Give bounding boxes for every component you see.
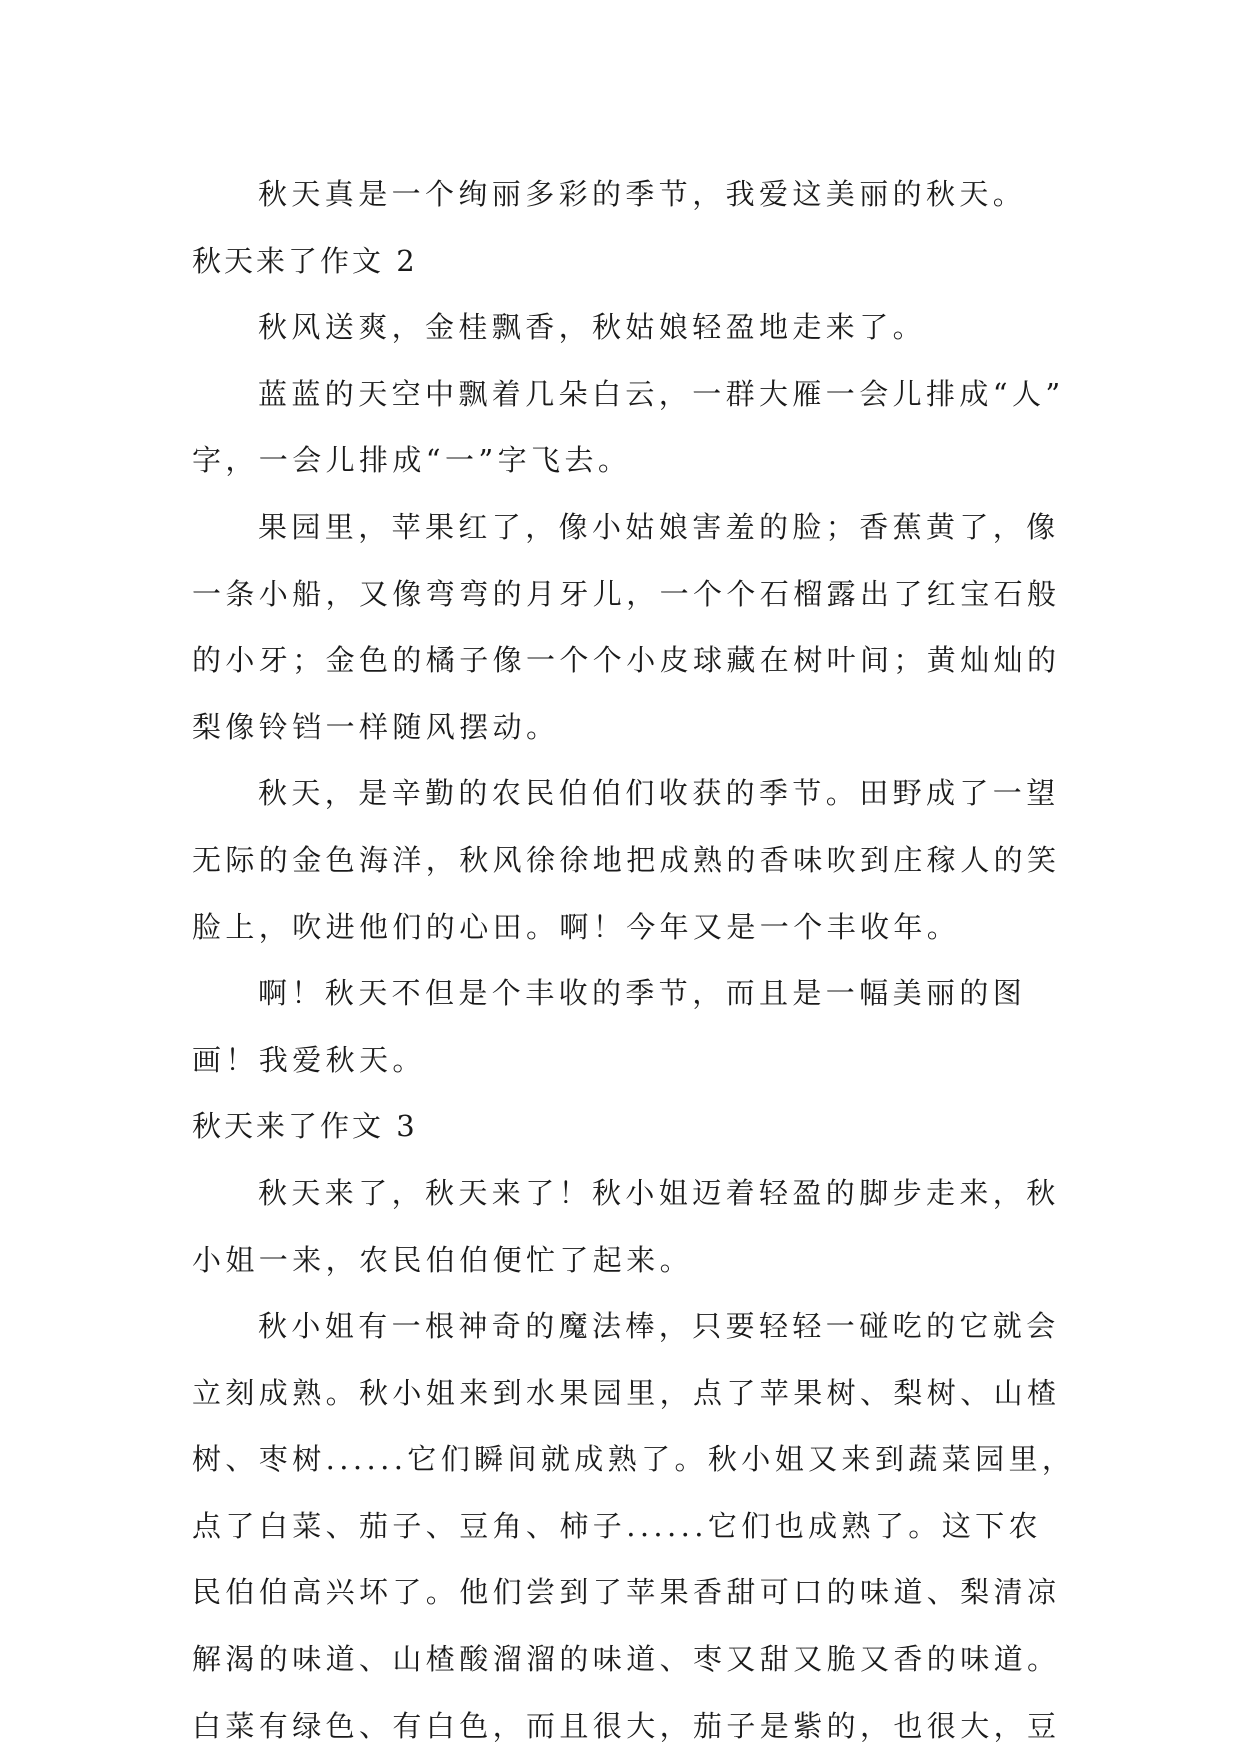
paragraph-line: 蓝蓝的天空中飘着几朵白云，一群大雁一会儿排成“人” bbox=[258, 376, 1065, 411]
paragraph-line: 树、枣树......它们瞬间就成熟了。秋小姐又来到蔬菜园里， bbox=[192, 1442, 1076, 1477]
paragraph-line: 立刻成熟。秋小姐来到水果园里，点了苹果树、梨树、山楂 bbox=[192, 1375, 1061, 1410]
paragraph-line: 一条小船，又像弯弯的月牙儿，一个个石榴露出了红宝石般 bbox=[192, 576, 1061, 611]
paragraph-line: 秋天，是辛勤的农民伯伯们收获的季节。田野成了一望 bbox=[258, 776, 1060, 811]
paragraph-line: 画！我爱秋天。 bbox=[192, 1042, 426, 1077]
paragraph-line: 解渴的味道、山楂酸溜溜的味道、枣又甜又脆又香的味道。 bbox=[192, 1642, 1061, 1677]
essay-heading: 秋天来了作文 3 bbox=[192, 1109, 418, 1144]
paragraph-line: 秋小姐有一根神奇的魔法棒，只要轻轻一碰吃的它就会 bbox=[258, 1309, 1060, 1344]
paragraph-line: 果园里，苹果红了，像小姑娘害羞的脸；香蕉黄了，像 bbox=[258, 509, 1060, 544]
paragraph-line: 啊！秋天不但是个丰收的季节，而且是一幅美丽的图 bbox=[258, 976, 1027, 1011]
essay-heading: 秋天来了作文 2 bbox=[192, 243, 418, 278]
paragraph-line: 秋天真是一个绚丽多彩的季节，我爱这美丽的秋天。 bbox=[258, 177, 1027, 211]
paragraph-line: 民伯伯高兴坏了。他们尝到了苹果香甜可口的味道、梨清凉 bbox=[192, 1575, 1061, 1610]
paragraph-line: 脸上，吹进他们的心田。啊！今年又是一个丰收年。 bbox=[192, 909, 961, 944]
paragraph-line: 秋天来了，秋天来了！秋小姐迈着轻盈的脚步走来，秋 bbox=[258, 1175, 1060, 1210]
paragraph-line: 无际的金色海洋，秋风徐徐地把成熟的香味吹到庄稼人的笑 bbox=[192, 842, 1061, 877]
paragraph-line: 白菜有绿色、有白色，而且很大，茄子是紫的，也很大，豆 bbox=[192, 1708, 1061, 1743]
paragraph-line: 点了白菜、茄子、豆角、柿子......它们也成熟了。这下农 bbox=[192, 1508, 1042, 1543]
paragraph-line: 梨像铃铛一样随风摆动。 bbox=[192, 709, 560, 744]
paragraph-line: 小姐一来，农民伯伯便忙了起来。 bbox=[192, 1242, 694, 1277]
paragraph-line: 秋风送爽，金桂飘香，秋姑娘轻盈地走来了。 bbox=[258, 310, 927, 345]
paragraph-line: 的小牙；金色的橘子像一个个小皮球藏在树叶间；黄灿灿的 bbox=[192, 643, 1061, 678]
document-body bbox=[192, 161, 1076, 1759]
paragraph-line: 字，一会儿排成“一”字飞去。 bbox=[192, 443, 632, 478]
